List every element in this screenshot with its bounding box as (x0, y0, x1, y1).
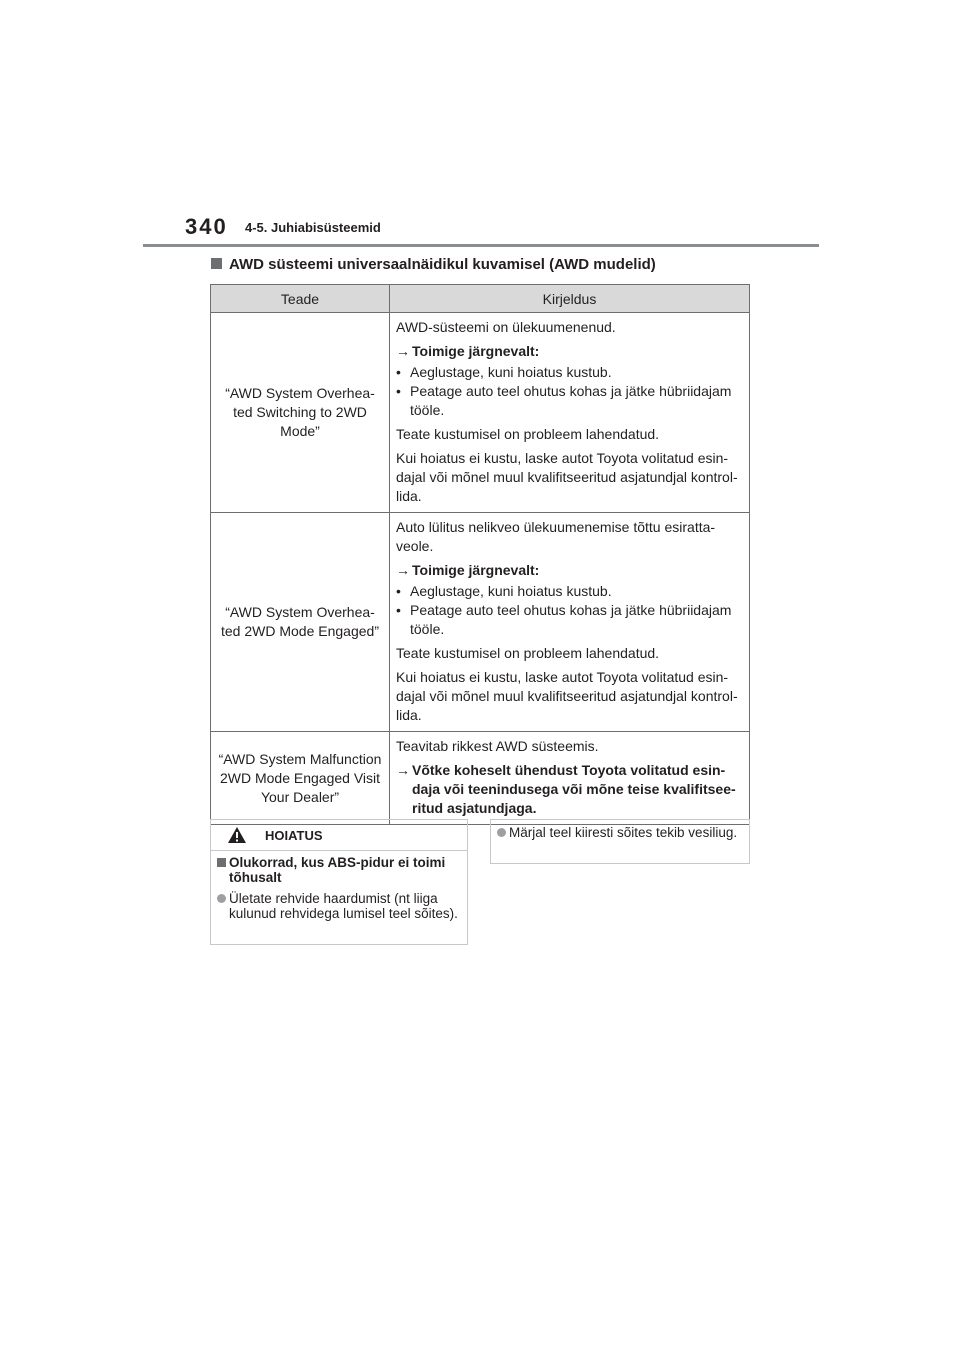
bullet-dot-icon (217, 894, 226, 903)
message-text: “AWD System Overhea-ted 2WD Mode Engaged” (221, 604, 379, 639)
list-item-text: Ületate rehvide haardumist (nt liiga kulunud rehvidega lumisel teel sõites). (229, 891, 458, 921)
action-line (396, 342, 746, 361)
action-line (396, 561, 746, 580)
fallback-text: Kui hoiatus ei kustu, laske autot Toyota volitatud esin-dajal või mõnel muul kvalifitseeritud asjatundjal kontrol-lida. (396, 669, 738, 723)
bullet-dot-icon (497, 828, 506, 837)
warning-header (211, 820, 467, 851)
message-cell (211, 513, 390, 732)
message-table (210, 284, 750, 825)
list-item (396, 382, 746, 420)
subheading (211, 256, 656, 273)
fallback-text: Kui hoiatus ei kustu, laske autot Toyota volitatud esin-dajal või mõnel muul kvalifitseeritud asjatundjal kontrol-lida. (396, 450, 738, 504)
warning-title: HOIATUS (265, 828, 323, 843)
page-header (185, 214, 815, 244)
table-row (211, 513, 750, 732)
table-row (211, 313, 750, 513)
list-item-text: Märjal teel kiiresti sõites tekib vesiliug. (509, 825, 738, 840)
column-header-message: Teade (211, 285, 390, 313)
description-intro: Auto lülitus nelikveo ülekuumenemise tõttu esiratta-veole. (396, 519, 716, 554)
column-header-description: Kirjeldus (390, 285, 750, 313)
description-cell (390, 313, 750, 513)
table-header-row (211, 285, 750, 313)
message-cell (211, 313, 390, 513)
list-item (217, 891, 461, 921)
action-text: Toimige järgnevalt: (412, 343, 540, 359)
list-item-text: Peatage auto teel ohutus kohas ja jätke hübriidajam tööle. (410, 602, 732, 637)
section-title: 4-5. Juhiabisüsteemid (245, 220, 381, 235)
warning-heading-text: Olukorrad, kus ABS-pidur ei toimi tõhusalt (229, 855, 446, 885)
square-bullet-icon (211, 258, 222, 269)
list-item (396, 582, 746, 601)
bullet-list (396, 363, 746, 420)
description-cell (390, 513, 750, 732)
list-item (396, 363, 746, 382)
action-text: Toimige järgnevalt: (412, 562, 540, 578)
list-item (497, 825, 743, 840)
warning-heading (217, 855, 461, 885)
bullet-icon: • (396, 583, 401, 599)
bullet-icon: • (396, 602, 401, 618)
warning-triangle-icon (227, 826, 247, 844)
header-divider (143, 244, 819, 247)
arrow-right-icon: → (396, 762, 410, 778)
description-intro: AWD-süsteemi on ülekuumenenud. (396, 319, 616, 335)
action-text: Võtke koheselt ühendust Toyota volitatud esin-daja või teenindusega või mõne teise kvalifitsee-ritud asjatundjaga. (412, 762, 736, 816)
list-item-text: Aeglustage, kuni hoiatus kustub. (410, 583, 612, 599)
bullet-icon: • (396, 383, 401, 399)
list-item-text: Aeglustage, kuni hoiatus kustub. (410, 364, 612, 380)
action-line (396, 761, 746, 818)
note-box (490, 819, 750, 864)
message-cell (211, 732, 390, 825)
warning-body (211, 851, 467, 921)
table-row (211, 732, 750, 825)
resolved-text: Teate kustumisel on probleem lahendatud. (396, 426, 660, 442)
bullet-icon: • (396, 364, 401, 380)
subheading-text: AWD süsteemi universaalnäidikul kuvamisel (AWD mudelid) (229, 256, 656, 273)
resolved-text: Teate kustumisel on probleem lahendatud. (396, 645, 660, 661)
description-cell (390, 732, 750, 825)
warning-box (210, 819, 468, 945)
list-item-text: Peatage auto teel ohutus kohas ja jätke hübriidajam tööle. (410, 383, 732, 418)
message-text: “AWD System Overhea-ted Switching to 2WD Mode” (225, 385, 375, 439)
arrow-right-icon: → (396, 562, 410, 578)
message-text: “AWD System Malfunction 2WD Mode Engaged Visit Your Dealer” (218, 750, 382, 805)
bullet-list (396, 582, 746, 639)
list-item (396, 601, 746, 639)
square-bullet-icon (217, 858, 226, 867)
page-number: 340 (185, 214, 228, 239)
arrow-right-icon: → (396, 343, 410, 359)
description-intro: Teavitab rikkest AWD süsteemis. (396, 738, 599, 754)
